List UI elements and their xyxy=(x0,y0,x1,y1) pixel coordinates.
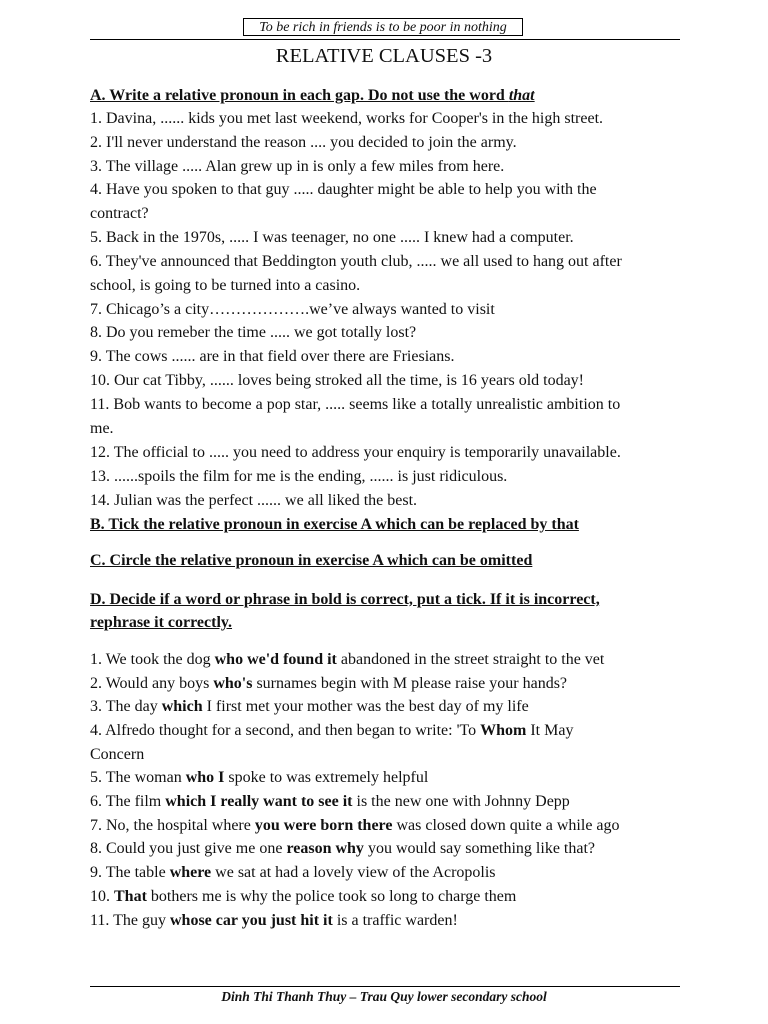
exercise-line: 11. Bob wants to become a pop star, ..... seems like a totally unrealistic ambition to xyxy=(90,396,621,413)
correction-item xyxy=(90,886,690,908)
footer-credit: Dinh Thi Thanh Thuy – Trau Quy lower secondary school xyxy=(221,989,547,1004)
exercise-line: 13. ......spoils the film for me is the ending, ...... is just ridiculous. xyxy=(90,468,508,485)
item-bold-phrase: reason why xyxy=(286,840,364,857)
item-bold-phrase: which xyxy=(161,698,203,715)
correction-item xyxy=(90,791,690,813)
section-a-heading xyxy=(90,85,690,107)
item-text: 9. The table xyxy=(90,864,170,881)
correction-item xyxy=(90,815,690,837)
item-text: 5. The woman xyxy=(90,769,186,786)
header-divider xyxy=(90,39,680,40)
item-bold-phrase: you were born there xyxy=(254,817,393,834)
item-text: 4. Alfredo thought for a second, and then began to write: 'To xyxy=(90,722,481,739)
item-text: 11. The guy xyxy=(90,912,170,929)
item-text: is the new one with Johnny Depp xyxy=(352,793,570,810)
item-bold-phrase: who I xyxy=(185,769,225,786)
section-b-heading: B. Tick the relative pronoun in exercise A which can be replaced by that xyxy=(90,516,579,533)
item-bold-phrase: That xyxy=(114,888,147,905)
section-a-heading-text: A. Write a relative pronoun in each gap. Do not use the word xyxy=(90,87,509,104)
item-text: 2. Would any boys xyxy=(90,675,214,692)
motto-text: To be rich in friends is to be poor in nothing xyxy=(259,20,507,35)
item-text: abandoned in the street straight to the vet xyxy=(336,651,605,668)
item-text: I first met your mother was the best day of my life xyxy=(202,698,529,715)
item-bold-phrase: who we'd found it xyxy=(214,651,337,668)
item-text: 7. No, the hospital where xyxy=(90,817,255,834)
correction-item xyxy=(90,767,690,789)
item-text: It May xyxy=(526,722,574,739)
correction-item xyxy=(90,744,690,766)
item-text: Concern xyxy=(90,746,145,763)
exercise-line: 14. Julian was the perfect ...... we all liked the best. xyxy=(90,492,418,509)
section-d-heading-line1: D. Decide if a word or phrase in bold is correct, put a tick. If it is incorrect, xyxy=(90,591,600,608)
page-title: RELATIVE CLAUSES -3 xyxy=(275,45,493,67)
item-bold-phrase: whose car you just hit it xyxy=(170,912,333,929)
correction-item xyxy=(90,649,690,671)
exercise-line: 10. Our cat Tibby, ...... loves being stroked all the time, is 16 years old today! xyxy=(90,372,585,389)
exercise-line: me. xyxy=(90,420,114,437)
exercise-line: 9. The cows ...... are in that field over there are Friesians. xyxy=(90,348,455,365)
correction-item xyxy=(90,862,690,884)
item-text: 10. xyxy=(90,888,114,905)
item-text: 8. Could you just give me one xyxy=(90,840,287,857)
item-text: was closed down quite a while ago xyxy=(392,817,620,834)
item-text: 1. We took the dog xyxy=(90,651,215,668)
section-a-heading-emphasis: that xyxy=(508,87,535,104)
item-text: we sat at had a lovely view of the Acropolis xyxy=(211,864,496,881)
motto-box xyxy=(243,18,523,36)
exercise-line: 5. Back in the 1970s, ..... I was teenager, no one ..... I knew had a computer. xyxy=(90,229,574,246)
exercise-line: 1. Davina, ...... kids you met last weekend, works for Cooper's in the high street. xyxy=(90,110,604,127)
exercise-line: 6. They've announced that Beddington youth club, ..... we all used to hang out after xyxy=(90,253,622,270)
item-bold-phrase: where xyxy=(169,864,212,881)
correction-item xyxy=(90,696,690,718)
item-text: 3. The day xyxy=(90,698,162,715)
exercise-line: 4. Have you spoken to that guy ..... daughter might be able to help you with the xyxy=(90,181,597,198)
item-text: is a traffic warden! xyxy=(332,912,458,929)
section-c-heading: C. Circle the relative pronoun in exercise A which can be omitted xyxy=(90,552,533,569)
correction-item xyxy=(90,910,690,932)
exercise-line: school, is going to be turned into a casino. xyxy=(90,277,361,294)
footer-divider xyxy=(90,986,680,987)
exercise-line: 8. Do you remeber the time ..... we got totally lost? xyxy=(90,324,417,341)
item-text: bothers me is why the police took so long to charge them xyxy=(146,888,517,905)
correction-item xyxy=(90,838,690,860)
item-text: surnames begin with M please raise your hands? xyxy=(252,675,568,692)
item-text: 6. The film xyxy=(90,793,166,810)
item-bold-phrase: which I really want to see it xyxy=(165,793,353,810)
item-bold-phrase: who's xyxy=(213,675,253,692)
section-d-heading-line2: rephrase it correctly. xyxy=(90,614,233,631)
exercise-line: contract? xyxy=(90,205,149,222)
exercise-line: 2. I'll never understand the reason .... you decided to join the army. xyxy=(90,134,517,151)
correction-item xyxy=(90,720,690,742)
correction-item xyxy=(90,673,690,695)
item-text: spoke to was extremely helpful xyxy=(224,769,429,786)
exercise-line: 3. The village ..... Alan grew up in is only a few miles from here. xyxy=(90,158,505,175)
item-text: you would say something like that? xyxy=(363,840,596,857)
exercise-line: 7. Chicago’s a city……………….we’ve always wanted to visit xyxy=(90,301,495,318)
item-bold-phrase: Whom xyxy=(480,722,527,739)
exercise-line: 12. The official to ..... you need to address your enquiry is temporarily unavailable. xyxy=(90,444,621,461)
